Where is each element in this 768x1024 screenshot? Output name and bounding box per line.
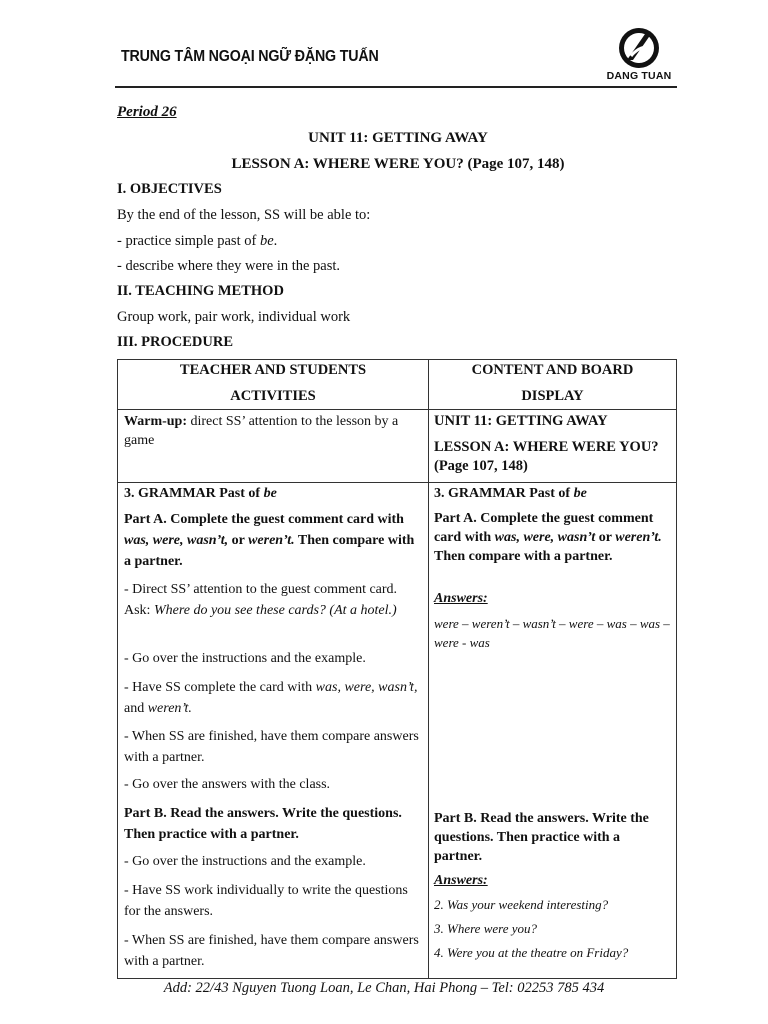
logo-mark-icon (601, 26, 677, 70)
answers-label: Answers: (434, 591, 488, 606)
header-content: CONTENT AND BOARD DISPLAY (471, 362, 634, 404)
objectives-heading: I. OBJECTIVES (117, 181, 222, 197)
warmup-activity: Warm-up: direct SS’ attention to the lesson by a game (124, 414, 399, 448)
step-item: - Direct SS’ attention to the guest comment card. Ask: Where do you see these cards? (At a hotel.) (124, 582, 398, 618)
period-label: Period 26 (117, 104, 177, 120)
page-header (115, 24, 677, 88)
procedure-table (117, 359, 677, 979)
step-item: - Go over the instructions and the example. (124, 854, 366, 869)
footer-address: Add: 22/43 Nguyen Tuong Loan, Le Chan, Hai Phong – Tel: 02253 785 434 (163, 980, 605, 996)
method-text: Group work, pair work, individual work (117, 309, 351, 325)
method-heading: II. TEACHING METHOD (117, 283, 284, 299)
part-b-instruction: Part B. Read the answers. Write the questions. Then practice with a partner. (434, 811, 649, 864)
step-item: - Have SS work individually to write the questions for the answers. (124, 883, 408, 919)
unit-title: UNIT 11: GETTING AWAY (308, 130, 488, 146)
step-item: - Go over the answers with the class. (124, 777, 331, 792)
center-name: TRUNG TÂM NGOẠI NGỮ ĐẶNG TUẤN (121, 48, 379, 65)
lesson-title: LESSON A: WHERE WERE YOU? (Page 107, 148) (231, 156, 565, 172)
header-activities: TEACHER AND STUDENTS ACTIVITIES (179, 362, 367, 404)
step-item: - When SS are finished, have them compare answers with a partner. (124, 729, 419, 765)
objective-item: - practice simple past of be. (117, 233, 278, 249)
logo-text: DANG TUAN (606, 70, 672, 82)
row-divider (118, 482, 676, 483)
answers-label: Answers: (434, 873, 488, 888)
procedure-heading: III. PROCEDURE (117, 334, 234, 350)
part-a-instruction: Part A. Complete the guest comment card with was, were, wasn’t, or weren’t. Then compare with a partner. (124, 512, 415, 569)
step-item: - When SS are finished, have them compare answers with a partner. (124, 933, 419, 969)
objective-item: - describe where they were in the past. (117, 258, 341, 274)
row-divider (118, 409, 676, 410)
answer-item: 2. Was your weekend interesting? (434, 897, 609, 912)
step-item: - Go over the instructions and the example. (124, 651, 366, 666)
warmup-content: UNIT 11: GETTING AWAY LESSON A: WHERE WERE YOU? (Page 107, 148) (434, 413, 659, 474)
part-b-instruction: Part B. Read the answers. Write the questions. Then practice with a partner. (124, 806, 402, 842)
grammar-heading: 3. GRAMMAR Past of be (434, 486, 587, 501)
part-a-instruction: Part A. Complete the guest comment card with was, were, wasn’t or weren’t. Then compare with a partner. (434, 511, 662, 564)
step-item: - Have SS complete the card with was, were, wasn’t, and weren’t. (124, 680, 418, 716)
answer-item: 4. Were you at the theatre on Friday? (434, 945, 629, 960)
dang-tuan-logo (601, 26, 677, 86)
answers-a: were – weren’t – wasn’t – were – was – was – were - was (434, 616, 670, 650)
objectives-intro: By the end of the lesson, SS will be able to: (117, 207, 371, 223)
column-divider (428, 360, 429, 978)
answer-item: 3. Where were you? (434, 921, 538, 936)
grammar-heading: 3. GRAMMAR Past of be (124, 486, 277, 501)
